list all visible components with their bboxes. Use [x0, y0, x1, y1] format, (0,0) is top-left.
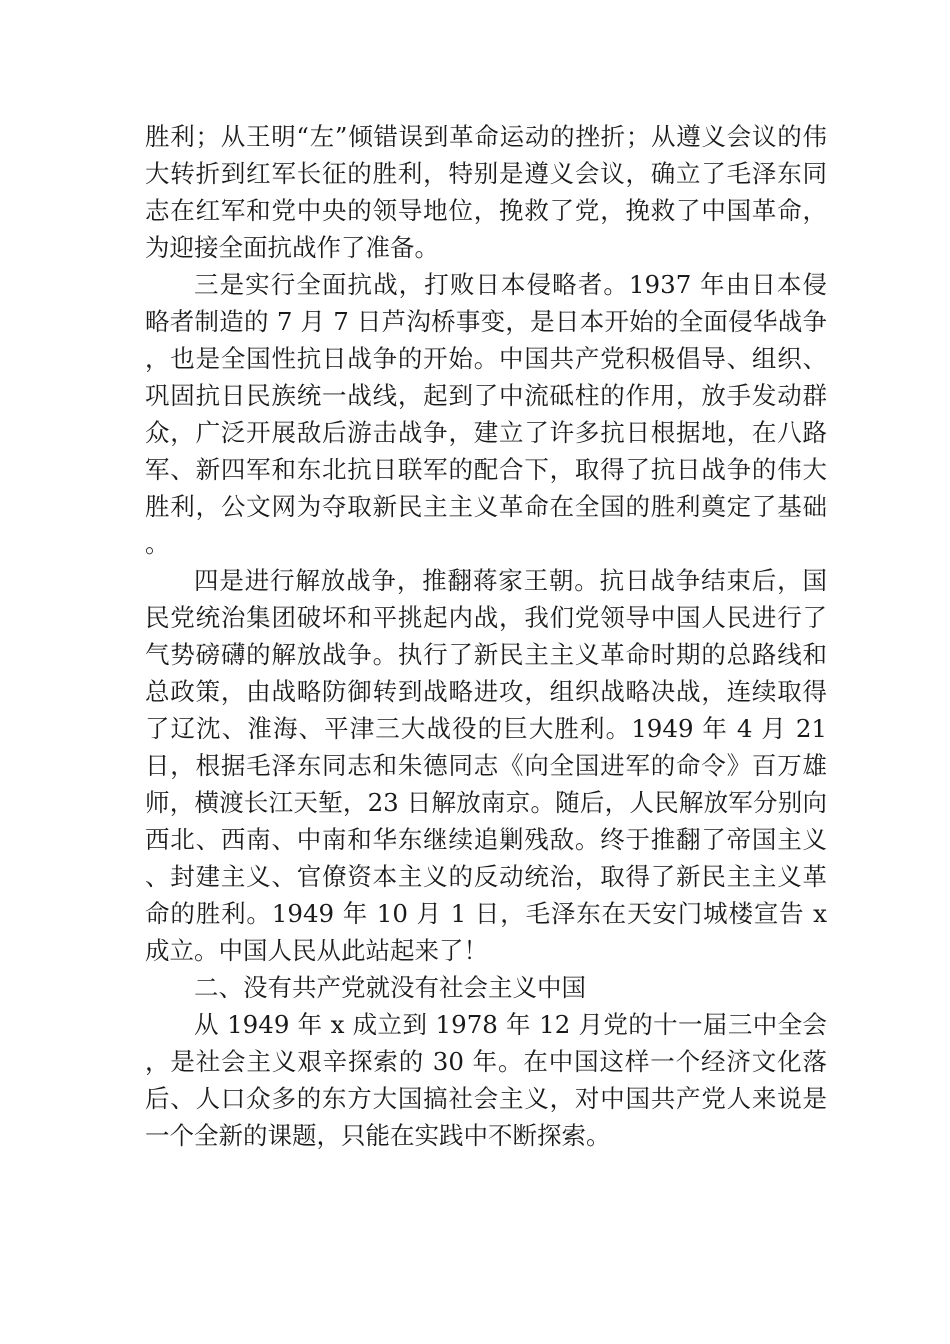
paragraph-socialist-exploration: 从 1949 年 x 成立到 1978 年 12 月党的十一届三中全会，是社会主义艰辛探索的 30 年。在中国这样一个经济文化落后、人口众多的东方大国搞社会主义，对中国共产党人来说是一个全新的课题，只能在实践中不断探索。 — [145, 1010, 827, 1150]
paragraph-continuation: 胜利；从王明“左”倾错误到革命运动的挫折；从遵义会议的伟大转折到红军长征的胜利，特别是遵义会议，确立了毛泽东同志在红军和党中央的领导地位，挽救了党，挽救了中国革命，为迎接全面抗战作了准备。 — [145, 122, 827, 262]
section-heading-two: 二、没有共产党就没有社会主义中国 — [194, 973, 586, 1002]
document-body — [145, 118, 827, 1154]
paragraph-section-four: 四是进行解放战争，推翻蒋家王朝。抗日战争结束后，国民党统治集团破坏和平挑起内战，我们党领导中国人民进行了气势磅礴的解放战争。执行了新民主主义革命时期的总路线和总政策，由战略防御转到战略进攻，组织战略决战，连续取得了辽沈、淮海、平津三大战役的巨大胜利。1949 年 4 月 21 日，根据毛泽东同志和朱德同志《向全国进军的命令》百万雄师，横渡长江天堑，23 日解放南京。随后，人民解放军分别向西北、西南、中南和华东继续追剿残敌。终于推翻了帝国主义、封建主义、官僚资本主义的反动统治，取得了新民主主义革命的胜利。1949 年 10 月 1 日，毛泽东在天安门城楼宣告 x 成立。中国人民从此站起来了！ — [145, 566, 827, 965]
paragraph-section-three: 三是实行全面抗战，打败日本侵略者。1937 年由日本侵略者制造的 7 月 7 日芦沟桥事变，是日本开始的全面侵华战争，也是全国性抗日战争的开始。中国共产党积极倡导、组织、巩固抗日民族统一战线，起到了中流砥柱的作用，放手发动群众，广泛开展敌后游击战争，建立了许多抗日根据地，在八路军、新四军和东北抗日联军的配合下，取得了抗日战争的伟大胜利，公文网为夺取新民主主义革命在全国的胜利奠定了基础。 — [145, 270, 827, 558]
